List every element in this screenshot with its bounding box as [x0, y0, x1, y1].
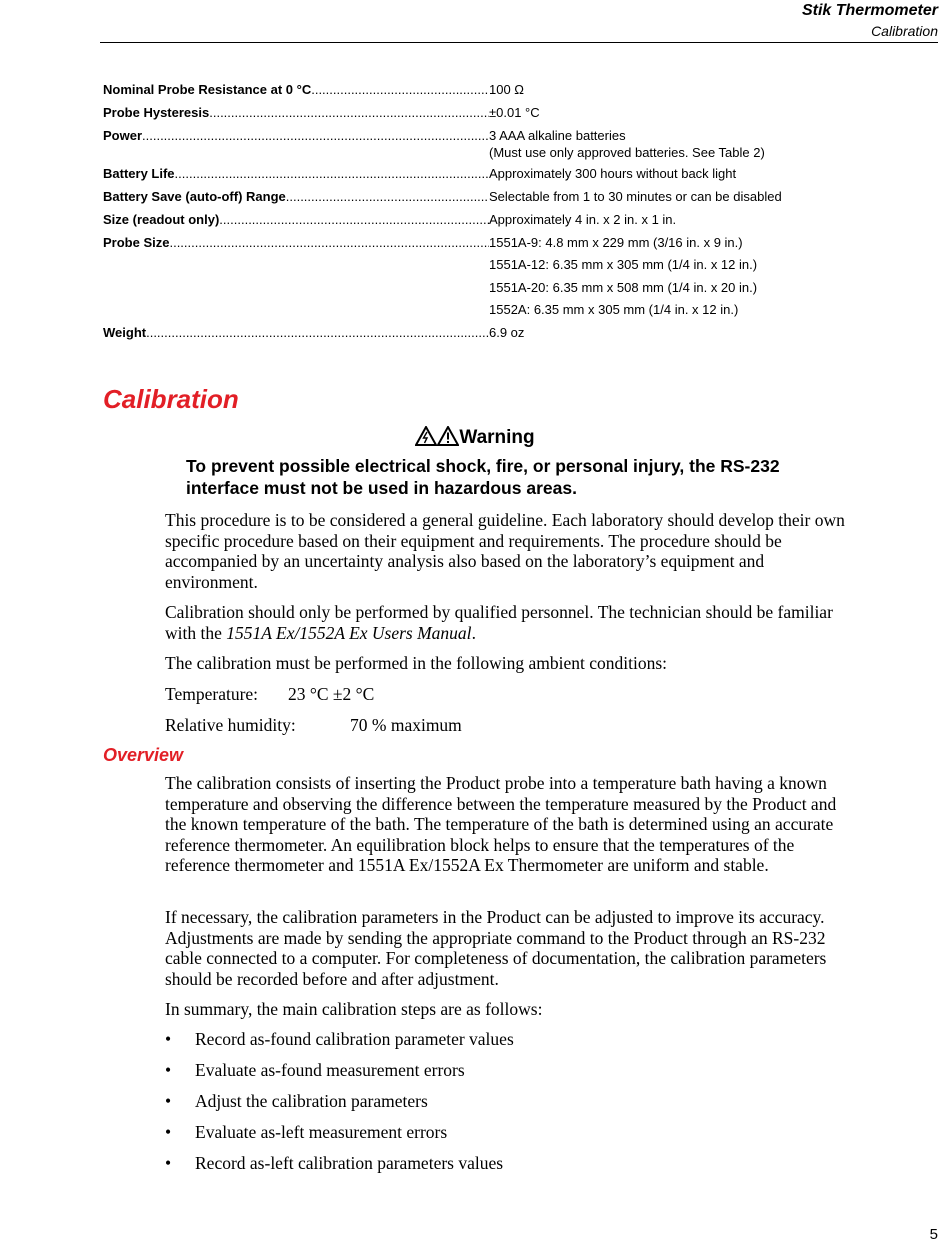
leader-dots [311, 81, 489, 104]
paragraph: If necessary, the calibration parameters in the Product can be adjusted to improve its accuracy. Adjustments are made by sending the appropriate command to the Product through an RS-232 cable connected to a computer. For completeness of documentation, the calibration parameters should be recorded before and after adjustment. [165, 907, 827, 989]
spec-row-hysteresis [103, 104, 823, 127]
warning-text: To prevent possible electrical shock, fire, or personal injury, the RS-232 interface must not be used in hazardous areas. [186, 456, 780, 498]
spec-row-battery-life [103, 165, 823, 188]
spec-label: Battery Life [103, 166, 175, 181]
spec-label: Size (readout only) [103, 212, 220, 227]
spec-row-probe-size-cont [103, 279, 823, 301]
spec-row-power [103, 127, 823, 165]
spec-row-probe-size-cont [103, 256, 823, 279]
spec-value: 1552A: 6.35 mm x 305 mm (1/4 in. x 12 in.) [489, 302, 739, 317]
specifications-list [103, 81, 823, 347]
section-subtitle: Calibration [871, 23, 938, 39]
condition-label: Temperature: [165, 684, 259, 704]
spec-label: Weight [103, 325, 147, 340]
spec-value: 1551A-9: 4.8 mm x 229 mm (3/16 in. x 9 in.) [489, 235, 743, 250]
condition-value: 23 °C ±2 °C [288, 684, 375, 704]
bullet-icon: • [165, 1091, 172, 1111]
spec-value: ±0.01 °C [489, 105, 540, 120]
condition-humidity [165, 715, 845, 736]
condition-value: 70 % maximum [350, 715, 462, 735]
condition-temperature [165, 684, 845, 705]
paragraph: The calibration consists of inserting the Product probe into a temperature bath having a known temperature and observing the difference between the temperature measured by the Product and the known temperature of the bath. The temperature of the bath is determined using an accurate reference thermometer. An equilibration block helps to ensure that the temperatures of the reference thermometer and 1551A Ex/1552A Ex Thermometer are uniform and stable. [165, 773, 837, 876]
leader-dots [146, 324, 489, 347]
spec-value: Approximately 300 hours without back light [489, 166, 737, 181]
warning-label: Warning [459, 427, 535, 448]
paragraph: In summary, the main calibration steps are as follows: [165, 999, 543, 1019]
section-heading-calibration: Calibration [103, 384, 239, 414]
spec-label: Probe Hysteresis [103, 105, 210, 120]
list-item-text: Record as-found calibration parameter values [195, 1029, 514, 1049]
leader-dots [175, 165, 489, 188]
list-item [165, 1090, 514, 1121]
page-number: 5 [929, 1226, 938, 1243]
spec-label: Battery Save (auto-off) Range [103, 189, 286, 204]
leader-dots [209, 104, 489, 127]
list-item-text: Evaluate as-found measurement errors [195, 1060, 465, 1080]
spec-row-probe-resistance [103, 81, 823, 104]
list-item-text: Record as-left calibration parameters values [195, 1153, 504, 1173]
spec-value: 3 AAA alkaline batteries [489, 128, 626, 143]
spec-row-size [103, 211, 823, 234]
document-title: Stik Thermometer [801, 2, 938, 19]
manual-reference: 1551A Ex/1552A Ex Users Manual [226, 622, 472, 643]
spec-row-battery-save [103, 188, 823, 211]
paragraph-text: . [471, 622, 476, 643]
spec-value: 1551A-12: 6.35 mm x 305 mm (1/4 in. x 12 in.) [489, 257, 758, 272]
list-item [165, 1152, 514, 1183]
spec-value: Selectable from 1 to 30 minutes or can be disabled [489, 189, 782, 204]
list-item [165, 1059, 514, 1090]
spec-value: Approximately 4 in. x 2 in. x 1 in. [489, 212, 677, 227]
spec-row-probe-size [103, 234, 823, 256]
spec-label: Probe Size [103, 235, 170, 250]
high-voltage-warning-icon [415, 426, 437, 446]
condition-label: Relative humidity: [165, 715, 296, 735]
bullet-icon: • [165, 1153, 172, 1173]
header-divider [100, 42, 938, 43]
caution-icon [437, 426, 459, 446]
leader-dots [142, 127, 489, 165]
spec-value: 6.9 oz [489, 325, 525, 340]
leader-dots [169, 234, 489, 256]
calibration-steps-list [165, 1028, 514, 1183]
spec-value-note: (Must use only approved batteries. See Table 2) [489, 145, 765, 160]
paragraph: The calibration must be performed in the following ambient conditions: [165, 653, 668, 673]
spec-value: 1551A-20: 6.35 mm x 508 mm (1/4 in. x 20 in.) [489, 280, 758, 295]
list-item [165, 1028, 514, 1059]
warning-heading [0, 426, 950, 449]
leader-dots [286, 188, 489, 211]
paragraph [165, 602, 845, 643]
spec-label: Nominal Probe Resistance at 0 °C [103, 82, 312, 97]
spec-label: Power [103, 128, 143, 143]
list-item-text: Evaluate as-left measurement errors [195, 1122, 448, 1142]
list-item-text: Adjust the calibration parameters [195, 1091, 428, 1111]
leader-dots [219, 211, 489, 234]
bullet-icon: • [165, 1060, 172, 1080]
bullet-icon: • [165, 1029, 172, 1049]
section-heading-overview: Overview [103, 745, 184, 765]
bullet-icon: • [165, 1122, 172, 1142]
spec-row-weight [103, 324, 823, 347]
paragraph: This procedure is to be considered a general guideline. Each laboratory should develop their own specific procedure based on their equipment and requirements. The procedure should be accompanied by an uncertainty analysis also based on the laboratory’s equipment and environment. [165, 510, 845, 592]
spec-row-probe-size-cont [103, 301, 823, 324]
paragraph-text: Calibration should only be performed by qualified personnel. The technician should be familiar with the [165, 602, 833, 643]
list-item [165, 1121, 514, 1152]
spec-value: 100 Ω [489, 82, 525, 97]
